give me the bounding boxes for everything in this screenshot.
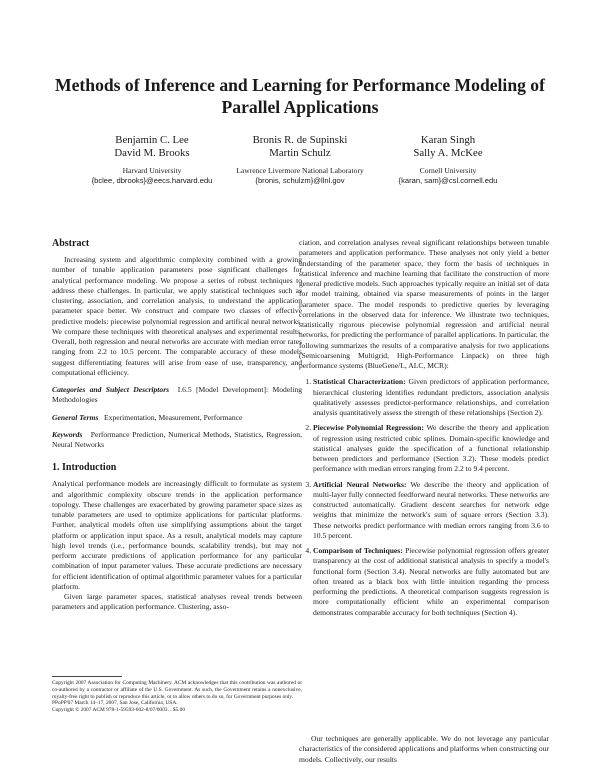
- copyright-footnote: [52, 680, 302, 714]
- footnote-rule: [52, 676, 122, 677]
- conference-info: PPoPP'07 March 14–17, 2007, San Jose, California, USA.: [52, 700, 178, 707]
- author-names-line2: Martin Schulz: [269, 147, 331, 159]
- list-item-label: Statistical Characterization:: [313, 377, 406, 387]
- keywords-text: Performance Prediction, Numerical Methods, Statistics, Regression, Neural Networks: [52, 429, 302, 449]
- abstract-heading: Abstract: [52, 238, 90, 249]
- list-item-text: Given predictors of application performance, hierarchical clustering identifies redundant predictors, association analysis qualitatively assesses predictor-performance relationships, and correlation analysis quantitatively assess the strength of these relationships (Section 2).: [313, 377, 550, 417]
- list-item: [313, 377, 549, 418]
- right-trailing-paragraph: Our techniques are generally applicable. We do not leverage any particular characteristics of the considered applications and platforms when constructing our models. Collectively, our results: [299, 734, 549, 764]
- list-item-label: Artificial Neural Networks:: [313, 479, 407, 489]
- author-email: {bronis, schulzm}@llnl.gov: [255, 176, 345, 185]
- list-item: [313, 423, 549, 474]
- list-item: [313, 546, 549, 618]
- author-affiliation: Cornell University: [419, 166, 477, 175]
- author-email: {bclee, dbrooks}@eecs.harvard.edu: [91, 176, 213, 185]
- author-names-line1: Karan Singh: [420, 134, 476, 146]
- author-names-line1: Bronis R. de Supinski: [252, 134, 348, 146]
- author-affiliation: Harvard University: [122, 166, 182, 175]
- right-column: [299, 238, 549, 623]
- acm-copyright: Copyright © 2007 ACM 978-1-59593-602-8/07/0003…$5.00: [52, 707, 186, 714]
- general-terms-text: Experimentation, Measurement, Performance: [104, 412, 243, 422]
- author-names-line1: Benjamin C. Lee: [115, 134, 189, 146]
- author-affiliation: Lawrence Livermore National Laboratory: [236, 166, 364, 175]
- copyright-notice: Copyright 2007 Association for Computing Machinery. ACM acknowledges that this contribution was authored or co-authored by a contractor or affiliate of the U.S. Government. As such, the Government retains a nonexclusive, royalty-free right to publish or reproduce this article, or to allow others to do so, for Government purposes only.: [52, 680, 302, 700]
- author-names-line2: Sally A. McKee: [413, 147, 483, 159]
- categories: [52, 385, 302, 406]
- categories-text: I.6.5 [Model Development]: Modeling Methodologies: [52, 385, 302, 405]
- right-paragraph-1: ciation, and correlation analyses reveal significant relationships between tunable parameters and application performance. These analyses not only yield a better understanding of the parameter space, they form the basis of techniques in statistical inference and machine learning that facilitate the construction of more general predictive models. Such approaches typically require an initial set of data for model training, obtained via sparse measurements of points in the larger parameter space. The model responds to predictive queries by leveraging correlations in the observed data for inference. We illustrate two techniques, statistically rigorous piecewise polynomial regression and artificial neural networks, for predicting the performance of parallel applications. In particular, the following summarizes the results of a comparative analysis for two applications (Semicoarsening Multigrid, High-Performance Linpack) on three high performance systems (BlueGene/L, ALC, MCR):: [299, 238, 549, 370]
- list-item: [313, 480, 549, 542]
- keywords: [52, 430, 302, 451]
- author-email: {karan, sam}@csl.cornell.edu: [398, 176, 498, 185]
- general-terms: [52, 413, 302, 423]
- list-item-label: Piecewise Polynomial Regression:: [313, 423, 424, 433]
- intro-paragraph-1: Analytical performance models are increasingly difficult to formulate as system and algorithmic complexity obscure trends in the application performance topology. These challenges are exacerbated by growing parameter space sizes as tunable parameters are used to optimize applications for particular platforms. Further, analytical models often use simplifying assumptions about the target platform or application input space. As a result, analytical models may capture high level trends (i.e., performance bounds, scalability trends), but may not perform accurate predictions of application performance for any particular combination of input parameter values. These accurate predictions are necessary for efficient identification of optimal algorithmic parameter values for a particular platform.: [52, 479, 302, 591]
- general-terms-label: General Terms: [52, 412, 99, 422]
- author-names-line2: David M. Brooks: [114, 147, 190, 159]
- paper-title: Methods of Inference and Learning for Performance Modeling of Parallel Applications: [55, 75, 545, 117]
- contributions-list: [299, 377, 549, 618]
- keywords-label: Keywords: [52, 429, 83, 439]
- author-block-cornell: [358, 134, 538, 186]
- introduction-heading: 1. Introduction: [52, 462, 117, 474]
- left-column: [52, 238, 302, 613]
- abstract-text: Increasing system and algorithmic complexity combined with a growing number of tunable application parameters pose significant challenges for analytical performance modeling. We propose a series of robust techniques to address these challenges. In particular, we apply statistical techniques such as clustering, association, and correlation analysis, to understand the application parameter space better. We construct and compare two classes of effective predictive models: piecewise polynomial regression and artifical neural networks. We compare these techniques with theoretical analyses and experimental results. Overall, both regression and neural networks are accurate with median error rates ranging from 2.2 to 10.5 percent. The comparable accuracy of these models suggest differentiating features will arise from ease of use, transparency, and computational efficiency.: [52, 255, 302, 377]
- list-item-text: We describe the theory and application of regression using restricted cubic splines. Domain-specific knowledge and statistical analyses guide the specification of a functional relationship between predictors and performance (Section 3.2). These models predict performance with median errors ranging from 2.2 to 9.4 percent.: [313, 423, 549, 474]
- list-item-label: Comparison of Techniques:: [313, 546, 403, 555]
- intro-paragraph-2: Given large parameter spaces, statistical analyses reveal trends between parameters and application performance. Clustering, asso-: [52, 592, 302, 612]
- categories-label: Categories and Subject Descriptors: [52, 385, 170, 394]
- list-item-text: Piecewise polynomial regression offers greater transparency at the cost of additional statistical analysis to specify a model's functional form (Section 3.4). Neural networks are fully automated but are often treated as a black box with little intuition regarding the process performing the predictions. A theoretical comparison suggests regression is more computationally efficient while an experimental comparison demonstrates comparable accuracy for both techniques (Section 4).: [313, 546, 549, 617]
- list-item-text: We describe the theory and application of multi-layer fully connected feedforward neural networks. These networks are constructed automatically. Gradient descent searches for network edge weights that minimize the network's sum of square errors (Section 3.3). These networks predict performance with median errors ranging from 3.6 to 10.5 percent.: [313, 479, 550, 540]
